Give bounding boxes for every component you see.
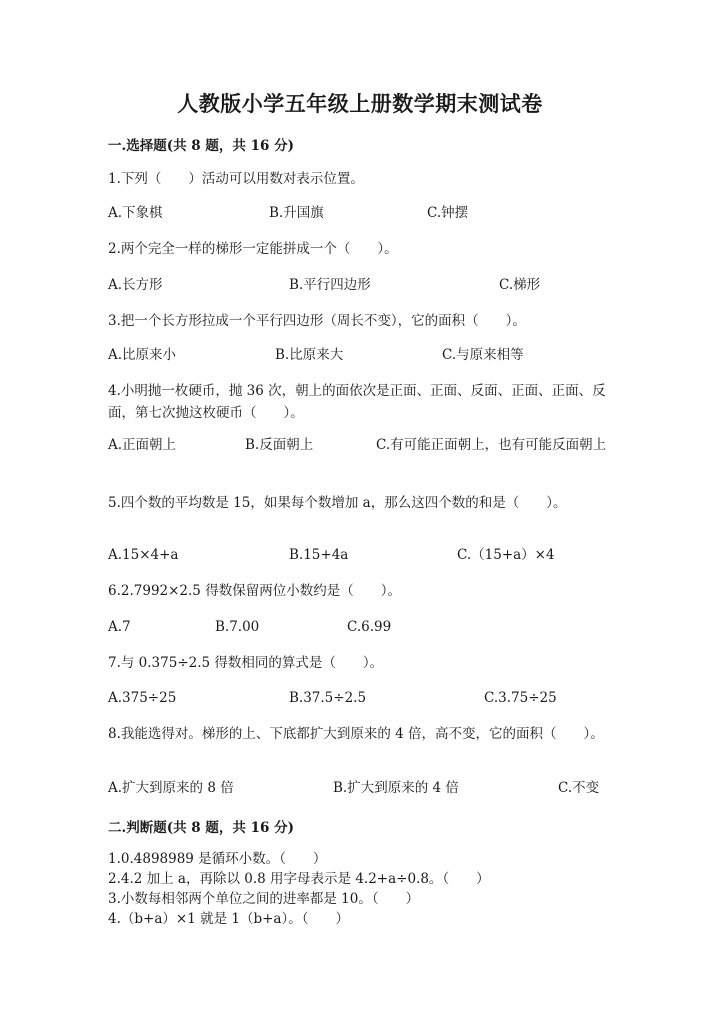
option-b: B.7.00 [215,619,260,635]
option-c: C.有可能正面朝上，也有可能反面朝上 [376,437,607,453]
question-text: 6.2.7992×2.5 得数保留两位小数约是（ ）。 [108,583,401,599]
page-title: 人教版小学五年级上册数学期末测试卷 [177,91,543,116]
question-text: 7.与 0.375÷2.5 得数相同的算式是（ ）。 [108,655,384,671]
judgement-item: 1.0.4898989 是循环小数。（ ） [108,851,327,867]
question-text: 8.我能选得对。梯形的上、下底都扩大到原来的 4 倍，高不变，它的面积（ ）。 [108,726,604,742]
question-text: 2.两个完全一样的梯形一定能拼成一个（ ）。 [108,241,398,257]
judgement-item: 3.小数每相邻两个单位之间的进率都是 10。（ ） [108,891,420,907]
option-a: A.比原来小 [108,347,177,363]
option-b: B.比原来大 [275,347,344,363]
option-a: A.7 [108,619,131,635]
question-text: 4.小明抛一枚硬币，抛 36 次，朝上的面依次是正面、正面、反面、正面、正面、反面，第七次抛这枚硬币（ ）。 [108,383,606,421]
option-b: B.37.5÷2.5 [289,690,367,706]
option-a: A.15×4+a [108,547,179,563]
section-heading-choice: 一.选择题(共 8 题，共 16 分) [108,138,294,154]
option-a: A.下象棋 [108,205,163,221]
question-text: 1.下列（ ）活动可以用数对表示位置。 [108,171,364,187]
question-text: 3.把一个长方形拉成一个平行四边形（周长不变），它的面积（ ）。 [108,313,526,329]
option-b: B.15+4a [289,547,349,563]
option-b: B.平行四边形 [289,277,371,293]
option-c: C.6.99 [347,619,392,635]
question-text: 5.四个数的平均数是 15，如果每个数增加 a，那么这四个数的和是（ ）。 [108,495,567,511]
option-c: C.与原来相等 [442,347,524,363]
option-a: A.正面朝上 [108,437,177,453]
section-heading-judgement: 二.判断题(共 8 题，共 16 分) [108,820,294,836]
option-c: C.3.75÷25 [484,690,557,706]
judgement-item: 4.（b+a）×1 就是 1（b+a）。（ ） [108,911,349,927]
option-c: C.梯形 [499,277,541,293]
option-c: C.钟摆 [427,205,469,221]
option-a: A.长方形 [108,277,163,293]
judgement-item: 2.4.2 加上 a，再除以 0.8 用字母表示是 4.2+a÷0.8。（ ） [108,871,490,887]
option-b: B.反面朝上 [245,437,314,453]
option-c: C.不变 [558,780,600,796]
option-a: A.扩大到原来的 8 倍 [108,780,234,796]
option-c: C.（15+a）×4 [457,547,555,563]
option-b: B.升国旗 [269,205,324,221]
option-a: A.375÷25 [108,690,177,706]
option-b: B.扩大到原来的 4 倍 [333,780,459,796]
